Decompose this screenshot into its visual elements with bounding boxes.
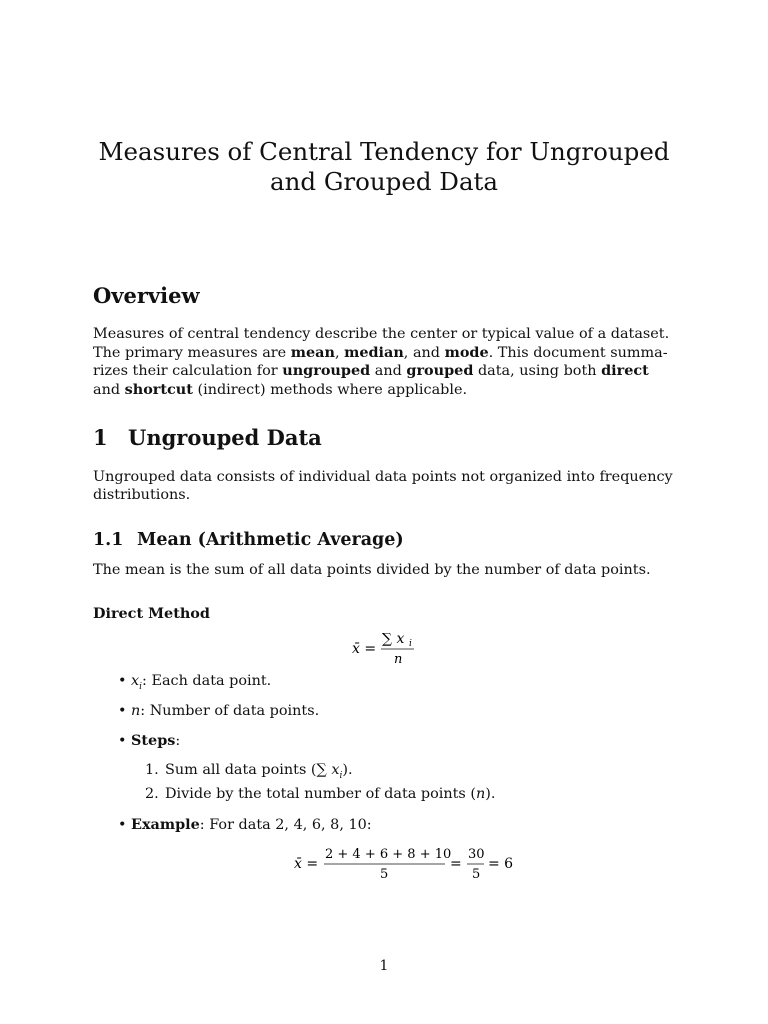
n-symbol: n [131, 703, 141, 719]
term-shortcut: shortcut [124, 380, 193, 398]
overview-text-d: . This document summa-rizes their calculation for [93, 344, 668, 380]
title-line-1: Measures of Central Tendency for Ungrouped [98, 137, 670, 166]
step-number: 2. [145, 786, 159, 802]
step-2-end: ). [485, 786, 496, 802]
n-text: : Number of data points. [140, 703, 320, 719]
term-direct: direct [601, 362, 649, 380]
xi-symbol: x [131, 673, 140, 689]
step-1 [145, 762, 353, 785]
subsection-number: 1.1 [93, 530, 124, 550]
subsection-1-1-intro: The mean is the sum of all data points divided by the number of data points. [93, 562, 651, 578]
page-number: 1 [379, 958, 389, 974]
example-numerator: 2 + 4 + 6 + 8 + 10 [325, 847, 452, 862]
example-denominator: 5 [380, 867, 389, 882]
subsection-1-1-heading [93, 530, 404, 550]
document-title [60, 137, 708, 197]
step-number: 1. [145, 762, 159, 778]
term-ungrouped: ungrouped [282, 362, 371, 380]
sum-symbol: ∑ x [316, 762, 340, 778]
overview-text-g: and [93, 381, 125, 398]
overview-paragraph [93, 326, 677, 399]
example-formula [292, 844, 522, 884]
title-line-2: and Grouped Data [269, 167, 499, 196]
xi-text: : Each data point. [142, 673, 272, 689]
overview-text-h: (indirect) methods where applicable. [192, 381, 468, 398]
sum-sub: i [339, 770, 343, 781]
step-2-text: Divide by the total number of data points ( [165, 786, 476, 802]
mean-formula [352, 628, 422, 668]
example-result: = 6 [488, 856, 514, 872]
overview-text-a: Measures of central tendency describe the center or typical value of a dataset. The primary measures are [93, 326, 670, 361]
formula-numerator-sub: i [409, 639, 412, 649]
subsection-title: Mean (Arithmetic Average) [137, 530, 404, 550]
example-equals: = [450, 856, 462, 872]
example-num2: 30 [468, 847, 485, 862]
overview-text-e: and [370, 363, 407, 380]
term-median: median [344, 343, 404, 361]
overview-heading: Overview [93, 283, 200, 308]
n-symbol: n [475, 786, 486, 802]
bullet-steps [118, 732, 180, 751]
xi-sub: i [139, 681, 143, 692]
formula-denominator: n [394, 652, 403, 667]
steps-label: Steps [131, 732, 176, 749]
formula-numerator: ∑ x [382, 631, 405, 647]
steps-colon: : [175, 733, 181, 749]
overview-text-b: , [334, 344, 345, 361]
term-grouped: grouped [406, 362, 474, 380]
term-mean: mean [290, 343, 335, 361]
bullet-xi [118, 673, 271, 696]
formula-lhs: x̄ = [352, 641, 377, 657]
term-mode: mode [444, 343, 489, 361]
section-number: 1 [93, 425, 108, 450]
example-lhs: x̄ = [294, 856, 319, 872]
section-1-intro: Ungrouped data consists of individual data points not organized into frequency distributions. [93, 469, 673, 503]
step-1-end: ). [342, 762, 353, 778]
step-2 [145, 786, 495, 804]
bullet-example [118, 816, 372, 835]
bullet-n [118, 703, 319, 721]
example-den2: 5 [472, 867, 481, 882]
overview-text-f: data, using both [473, 363, 602, 380]
bullet-dot: • [118, 673, 127, 689]
bullet-dot: • [118, 703, 127, 719]
section-1-heading [93, 425, 322, 450]
bullet-dot: • [118, 733, 127, 749]
step-1-text: Sum all data points ( [165, 762, 317, 778]
overview-text-c: , and [403, 344, 445, 361]
direct-method-heading: Direct Method [93, 605, 210, 622]
example-text: : For data 2, 4, 6, 8, 10: [199, 817, 372, 833]
bullet-dot: • [118, 817, 127, 833]
section-title: Ungrouped Data [128, 425, 322, 450]
example-label: Example [131, 816, 200, 833]
